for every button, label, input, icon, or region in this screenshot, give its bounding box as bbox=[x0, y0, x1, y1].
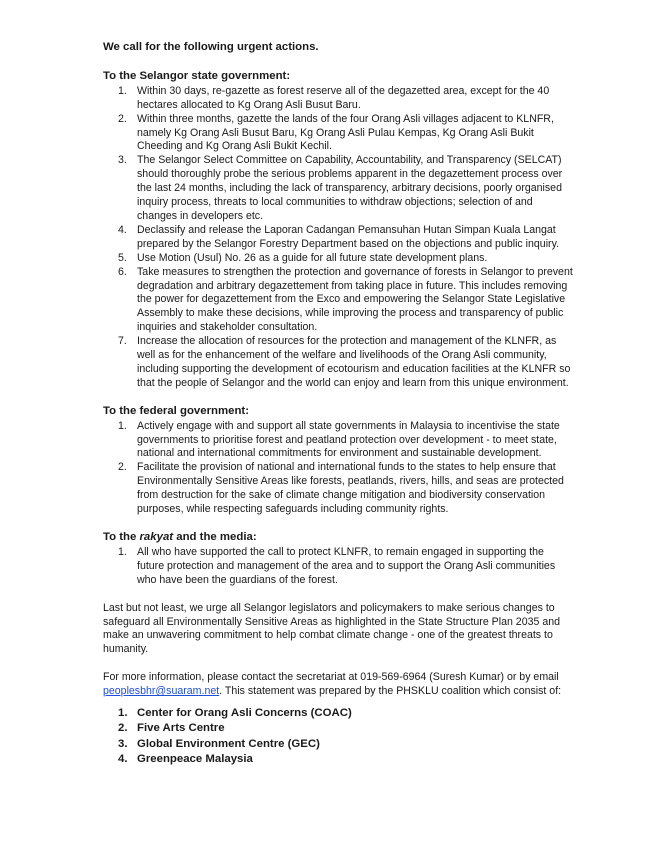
organisation-item bbox=[103, 752, 573, 767]
list-item bbox=[103, 113, 573, 155]
email-link[interactable]: peoplesbhr@suaram.net bbox=[103, 685, 220, 698]
heading-suffix: and the media: bbox=[173, 531, 257, 543]
list-item bbox=[103, 546, 573, 588]
item-number: 4. bbox=[118, 223, 127, 236]
section-heading: To the Selangor state government: bbox=[103, 69, 291, 82]
item-number: 2. bbox=[118, 722, 128, 735]
section-heading: To the federal government: bbox=[103, 404, 249, 417]
contact-paragraph bbox=[103, 671, 573, 699]
list-item bbox=[103, 85, 573, 113]
organisation-item bbox=[103, 706, 573, 721]
item-text: Actively engage with and support all state governments in Malaysia to incentivise the state governments to prioritise forest and peatland protection over development - to meet state, national and international commitments for environment and sustainable development. bbox=[137, 419, 560, 460]
list-item bbox=[103, 461, 573, 517]
item-number: 2. bbox=[118, 112, 127, 125]
list-item bbox=[103, 224, 573, 252]
item-text: Facilitate the provision of national and international funds to the states to help ensure that Environmentally Sensitive Areas like forests, peatlands, rivers, hills, and seas are protected from destruction for the sake of climate change mitigation and biodiversity conservation purposes, while respecting safeguards including community rights. bbox=[137, 461, 564, 516]
organisation-list bbox=[103, 706, 573, 768]
organisation-item bbox=[103, 737, 573, 752]
action-list bbox=[103, 546, 573, 588]
item-number: 4. bbox=[118, 753, 128, 766]
item-number: 1. bbox=[118, 707, 128, 720]
section-federal-government bbox=[103, 405, 573, 517]
document-page bbox=[103, 41, 573, 768]
item-text: Within 30 days, re-gazette as forest reserve all of the degazetted area, except for the 40 hectares allocated to Kg Orang Asli Busut Baru. bbox=[137, 84, 550, 111]
item-number: 2. bbox=[118, 461, 127, 474]
item-number: 3. bbox=[118, 154, 127, 167]
item-text: Within three months, gazette the lands of the four Orang Asli villages adjacent to KLNFR, namely Kg Orang Asli Busut Baru, Kg Orang Asli Pulau Kempas, Kg Orang Asli Bukit Cheeding and Kg Orang Asli Bukit Kechil. bbox=[137, 112, 554, 153]
contact-text-after: . This statement was prepared by the PHSKLU coalition which consist of: bbox=[219, 685, 562, 698]
item-number: 1. bbox=[118, 545, 127, 558]
action-list bbox=[103, 420, 573, 517]
section-rakyat-media bbox=[103, 531, 573, 588]
item-text: Increase the allocation of resources for the protection and management of the KLNFR, as well as for the enhancement of the welfare and livelihoods of the Orang Asli community, including supporting the development of ecotourism and education facilities at the KLNFR so that the people of Selangor and the world can enjoy and learn from this unique environment. bbox=[137, 335, 571, 389]
item-number: 1. bbox=[118, 84, 127, 97]
item-number: 3. bbox=[118, 737, 128, 750]
list-item bbox=[103, 154, 573, 224]
item-text: Declassify and release the Laporan Cadangan Pemansuhan Hutan Simpan Kuala Langat prepared by the Selangor Forestry Department based on the objections and public inquiry. bbox=[137, 223, 560, 250]
organisation-item bbox=[103, 721, 573, 736]
item-text: All who have supported the call to protect KLNFR, to remain engaged in supporting the future protection and management of the area and to support the Orang Asli communities who have been the guardians of the forest. bbox=[137, 545, 556, 586]
organisation-name: Five Arts Centre bbox=[137, 722, 225, 735]
contact-text-before: For more information, please contact the secretariat at 019-569-6964 (Suresh Kumar) or by email bbox=[103, 671, 559, 684]
closing-paragraph: Last but not least, we urge all Selangor legislators and policymakers to make serious changes to safeguard all Environmentally Sensitive Areas as highlighted in the State Structure Plan 2035 and make an unwavering commitment to help combat climate change - one of the greatest threats to humanity. bbox=[103, 601, 560, 656]
item-number: 7. bbox=[118, 335, 127, 348]
organisation-name: Greenpeace Malaysia bbox=[137, 753, 253, 766]
organisation-name: Center for Orang Asli Concerns (COAC) bbox=[137, 707, 352, 720]
intro-heading: We call for the following urgent actions. bbox=[103, 41, 319, 53]
section-state-government bbox=[103, 70, 573, 391]
organisation-name: Global Environment Centre (GEC) bbox=[137, 737, 320, 750]
heading-prefix: To the bbox=[103, 531, 140, 543]
action-list bbox=[103, 85, 573, 391]
heading-italic: rakyat bbox=[139, 531, 174, 543]
item-number: 1. bbox=[118, 419, 127, 432]
item-text: Use Motion (Usul) No. 26 as a guide for all future state development plans. bbox=[137, 251, 488, 264]
item-number: 6. bbox=[118, 265, 127, 278]
list-item bbox=[103, 335, 573, 391]
item-number: 5. bbox=[118, 251, 127, 264]
list-item bbox=[103, 420, 573, 462]
section-heading bbox=[103, 531, 573, 545]
item-text: The Selangor Select Committee on Capability, Accountability, and Transparency (SELCAT) should thoroughly probe the serious problems apparent in the degazettement process over the last 24 months, including the lack of transparency, arbitrary decisions, poorly organised inquiry process, threats to local communities to withdraw objections; selection of and changes in developers etc. bbox=[137, 154, 563, 222]
item-text: Take measures to strengthen the protection and governance of forests in Selangor to prevent degradation and arbitrary degazettement from taking place in future. This includes removing the power for degazettement from the Exco and empowering the Selangor State Legislative Assembly to make these decisions, while improving the process and transparency of public inquiries and stakeholder consultation. bbox=[137, 265, 573, 334]
list-item bbox=[103, 252, 573, 266]
list-item bbox=[103, 266, 573, 336]
